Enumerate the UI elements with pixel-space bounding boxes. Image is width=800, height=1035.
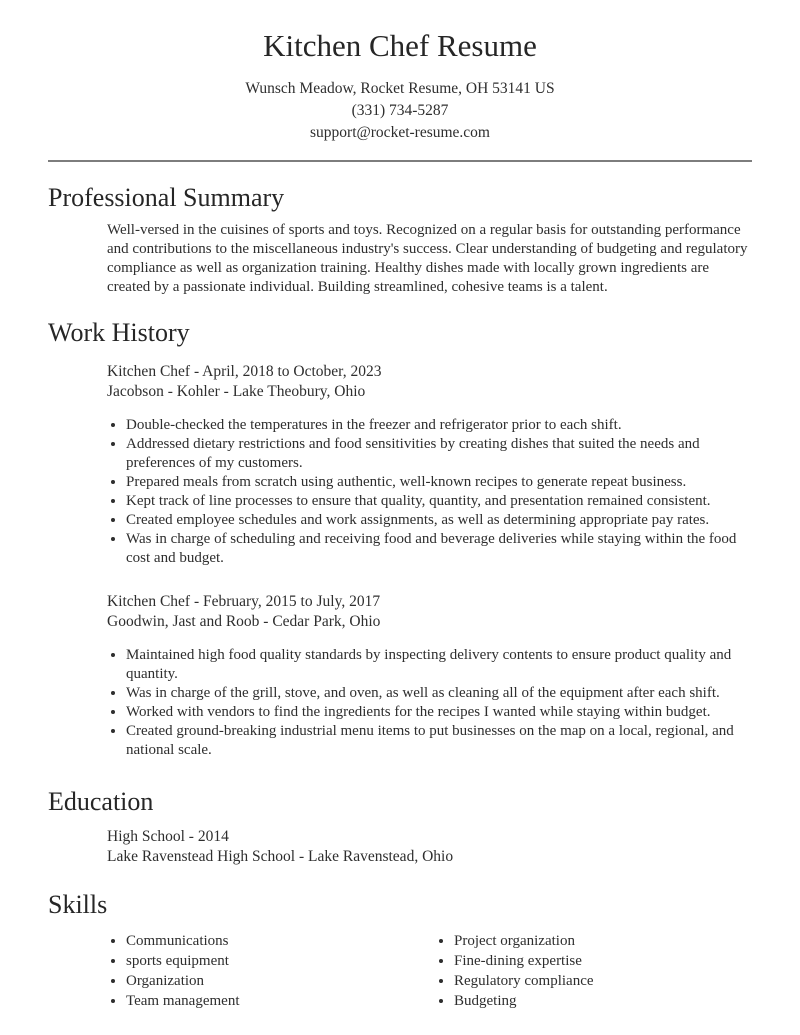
job-bullet: • Double-checked the temperatures in the freezer and refrigerator prior to each shift. xyxy=(126,416,752,435)
resume-header xyxy=(48,28,752,144)
skill-item: • Team management xyxy=(126,992,435,1011)
job-bullet: • Addressed dietary restrictions and food sensitivities by creating dishes that suited the needs and preferences of my customers. xyxy=(126,435,752,473)
job-employer: Goodwin, Jast and Roob - Cedar Park, Ohio xyxy=(107,613,381,631)
job-bullet: • Kept track of line processes to ensure that quality, quantity, and presentation remained consistent. xyxy=(126,492,752,511)
job-bullet: • Prepared meals from scratch using authentic, well-known recipes to generate repeat business. xyxy=(126,473,752,492)
education-degree: High School - 2014 xyxy=(107,828,229,846)
section-heading-summary: Professional Summary xyxy=(48,182,285,212)
education-school: Lake Ravenstead High School - Lake Ravenstead, Ohio xyxy=(107,848,454,866)
skill-item: • Regulatory compliance xyxy=(454,972,752,991)
contact-phone: (331) 734-5287 xyxy=(351,101,449,119)
skill-item: • Organization xyxy=(126,972,435,991)
job-bullet: • Was in charge of the grill, stove, and oven, as well as cleaning all of the equipment after each shift. xyxy=(126,684,752,703)
job-bullet: • Worked with vendors to find the ingredients for the recipes I wanted while staying within budget. xyxy=(126,703,752,722)
job-employer: Jacobson - Kohler - Lake Theobury, Ohio xyxy=(107,383,366,401)
job-entry xyxy=(48,362,752,568)
skills-column-left xyxy=(107,932,435,1012)
education-entry xyxy=(48,827,752,867)
skills-column-right xyxy=(435,932,752,1012)
job-bullet: • Was in charge of scheduling and receiving food and beverage deliveries while staying within the food cost and budget. xyxy=(126,530,752,568)
job-bullet: • Created ground-breaking industrial menu items to put businesses on the map on a local, regional, and national scale. xyxy=(126,722,752,760)
job-title: Kitchen Chef - February, 2015 to July, 2017 xyxy=(107,593,381,611)
section-heading-work: Work History xyxy=(48,317,190,347)
job-title: Kitchen Chef - April, 2018 to October, 2023 xyxy=(107,363,382,381)
skill-item: • sports equipment xyxy=(126,952,435,971)
job-bullet-list xyxy=(107,416,752,568)
skill-item: • Project organization xyxy=(454,932,752,951)
skills-columns xyxy=(107,932,752,1012)
section-heading-education: Education xyxy=(48,787,154,817)
job-bullet: • Maintained high food quality standards by inspecting delivery contents to ensure product quality and quantity. xyxy=(126,646,752,684)
section-heading-skills: Skills xyxy=(48,890,108,920)
header-divider xyxy=(48,160,752,162)
skill-item: • Communications xyxy=(126,932,435,951)
summary-text: Well-versed in the cuisines of sports and toys. Recognized on a regular basis for outstanding performance and contributions to the miscellaneous industry's success. Clear understanding of budgeting and regulatory compliance as well as organization training. Healthy dishes made with locally grown ingredients are created by a passionate individual. Building streamlined, cohesive teams is a talent. xyxy=(107,221,748,295)
contact-address: Wunsch Meadow, Rocket Resume, OH 53141 US xyxy=(245,79,555,97)
page-title: Kitchen Chef Resume xyxy=(263,28,537,63)
job-bullet-list xyxy=(107,646,752,760)
skill-item: • Fine-dining expertise xyxy=(454,952,752,971)
contact-email: support@rocket-resume.com xyxy=(310,123,490,141)
job-entry xyxy=(48,592,752,760)
skill-item: • Budgeting xyxy=(454,992,752,1011)
job-bullet: • Created employee schedules and work assignments, as well as determining appropriate pay rates. xyxy=(126,511,752,530)
